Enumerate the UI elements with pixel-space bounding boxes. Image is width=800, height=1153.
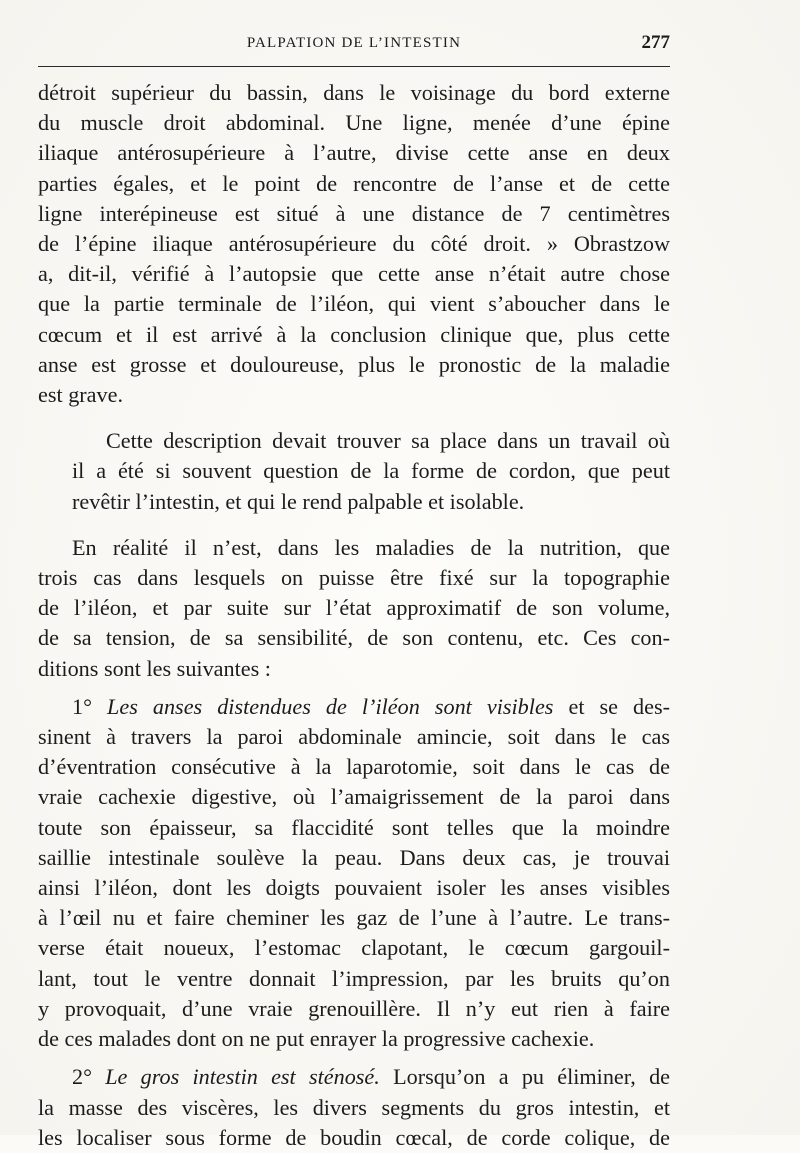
text-line: saillie intestinale soulève la peau. Dans deux cas, je trouvai: [38, 844, 670, 870]
text-line: revêtir l’intestin, et qui le rend palpable et isolable.: [72, 488, 525, 514]
text-line: les localiser sous forme de boudin cœcal, de corde colique, de: [38, 1124, 670, 1150]
text-line: [38, 1062, 670, 1092]
text-line: à l’œil nu et faire cheminer les gaz de l’une à l’autre. Le trans-: [38, 905, 670, 931]
paragraph-4: [38, 692, 670, 1054]
text-line: de sa tension, de sa sensibilité, de son contenu, etc. Ces con-: [38, 625, 670, 651]
text-line: parties égales, et le point de rencontre de l’anse et de cette: [38, 170, 670, 196]
header-rule: [38, 66, 670, 67]
text-line: iliaque antérosupérieure à l’autre, divise cette anse en deux: [38, 140, 670, 166]
text-line: y provoquait, d’une vraie grenouillère. Il n’y eut rien à faire: [38, 995, 670, 1021]
item-number: 2°: [72, 1064, 92, 1090]
text-line: anse est grosse et douloureuse, plus le pronostic de la maladie: [38, 351, 670, 377]
text-line: ditions sont les suivantes :: [38, 655, 271, 681]
text-line: il a été si souvent question de la forme de cordon, que peut: [72, 458, 670, 484]
text-line: sinent à travers la paroi abdominale amincie, soit dans le cas: [38, 724, 670, 750]
page-header: [38, 32, 670, 56]
text-line: d’éventration consécutive à la laparotomie, soit dans le cas de: [38, 754, 670, 780]
paragraph-1: [38, 78, 670, 410]
page-number: 277: [641, 32, 670, 53]
text-line: a, dit-il, vérifié à l’autopsie que cette anse n’était autre chose: [38, 261, 670, 287]
text-line: du muscle droit abdominal. Une ligne, menée d’une épine: [38, 110, 670, 136]
text-line: de ces malades dont on ne put enrayer la progressive cachexie.: [38, 1026, 595, 1052]
text-line: ainsi l’iléon, dont les doigts pouvaient isoler les anses visibles: [38, 875, 670, 901]
text-line: toute son épaisseur, sa flaccidité sont telles que la moindre: [38, 814, 670, 840]
text-line: détroit supérieur du bassin, dans le voisinage du bord externe: [38, 80, 670, 105]
text-line: de l’iléon, et par suite sur l’état approximatif de son volume,: [38, 595, 670, 621]
paragraph-5: [38, 1062, 670, 1153]
text-line: En réalité il n’est, dans les maladies de la nutrition, que: [72, 534, 670, 560]
text-line: est grave.: [38, 382, 124, 408]
item-number: 1°: [72, 693, 92, 719]
item-heading-rest: et se des-: [553, 693, 671, 719]
text-line: [38, 692, 670, 722]
paragraph-2: [38, 426, 670, 517]
text-line: cœcum et il est arrivé à la conclusion clinique que, plus cette: [38, 321, 670, 347]
text-line: la masse des viscères, les divers segments du gros intestin, et: [38, 1094, 670, 1120]
text-line: lant, tout le ventre donnait l’impression, par les bruits qu’on: [38, 965, 670, 991]
text-line: verse était noueux, l’estomac clapotant, le cœcum gargouil-: [38, 935, 670, 961]
item-heading-rest: Lorsqu’on a pu éliminer, de: [379, 1064, 671, 1090]
text-line: vraie cachexie digestive, où l’amaigrissement de la paroi dans: [38, 784, 670, 810]
text-line: ligne interépineuse est situé à une distance de 7 centimètres: [38, 200, 670, 226]
running-head: PALPATION DE L’INTESTIN: [246, 35, 462, 51]
paragraph-3: [38, 533, 670, 684]
text-line: que la partie terminale de l’iléon, qui vient s’aboucher dans le: [38, 291, 670, 317]
item-heading: Le gros intestin est sténosé.: [105, 1064, 380, 1090]
text-line: trois cas dans lesquels on puisse être fixé sur la topographie: [38, 565, 670, 591]
text-line: Cette description devait trouver sa place dans un travail où: [106, 428, 670, 454]
text-line: de l’épine iliaque antérosupérieure du côté droit. » Obrastzow: [38, 231, 670, 257]
item-heading: Les anses distendues de l’iléon sont visibles: [107, 693, 554, 719]
body-text: [38, 78, 670, 1153]
